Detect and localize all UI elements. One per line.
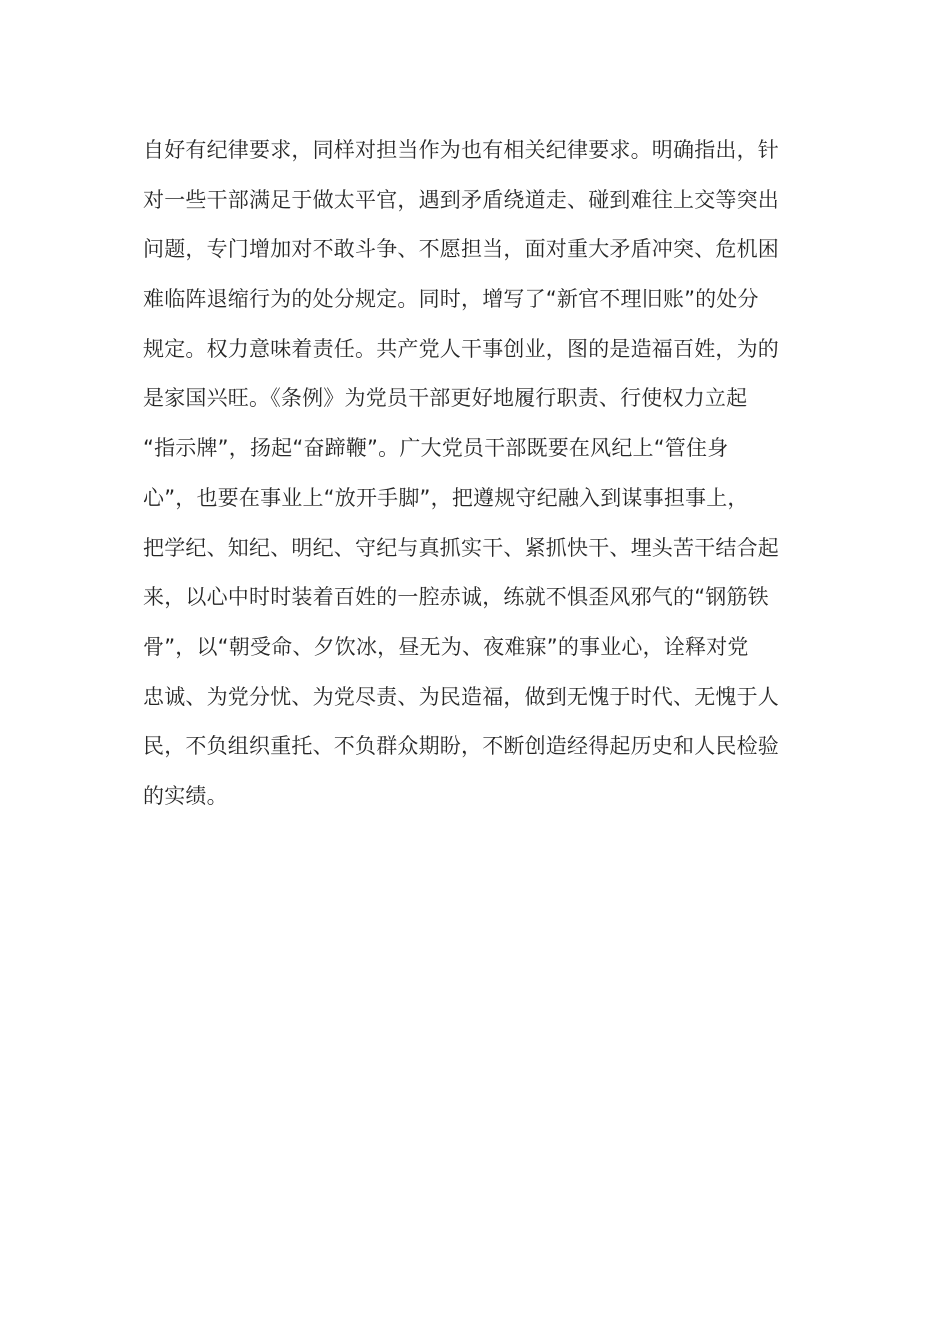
paragraph-line: 心”，也要在事业上“放开手脚”，把遵规守纪融入到谋事担事上， bbox=[143, 485, 749, 510]
paragraph-line: “指示牌”，扬起“奋蹄鞭”。广大党员干部既要在风纪上“管住身 bbox=[143, 436, 729, 461]
paragraph-line: 忠诚、为党分忧、为党尽责、为民造福，做到无愧于时代、无愧于人 bbox=[143, 684, 779, 709]
paragraph-line: 问题，专门增加对不敢斗争、不愿担当，面对重大矛盾冲突、危机困 bbox=[143, 237, 779, 262]
paragraph-line: 把学纪、知纪、明纪、守纪与真抓实干、紧抓快干、埋头苦干结合起 bbox=[143, 535, 779, 560]
paragraph-line: 的实绩。 bbox=[143, 783, 228, 808]
paragraph-line: 难临阵退缩行为的处分规定。同时，增写了“新官不理旧账”的处分 bbox=[143, 287, 759, 312]
paragraph-line: 骨”，以“朝受命、夕饮冰，昼无为、夜难寐”的事业心，诠释对党 bbox=[143, 634, 749, 659]
body-paragraph bbox=[143, 126, 803, 822]
paragraph-line: 自好有纪律要求，同样对担当作为也有相关纪律要求。明确指出，针 bbox=[143, 138, 779, 162]
paragraph-line: 是家国兴旺。《条例》为党员干部更好地履行职责、行使权力立起 bbox=[143, 386, 748, 411]
paragraph-line: 民，不负组织重托、不负群众期盼，不断创造经得起历史和人民检验 bbox=[143, 734, 779, 759]
paragraph-line: 对一些干部满足于做太平官，遇到矛盾绕道走、碰到难往上交等突出 bbox=[143, 187, 779, 212]
paragraph-line: 规定。权力意味着责任。共产党人干事创业，图的是造福百姓，为的 bbox=[143, 336, 779, 361]
paragraph-line: 来，以心中时时装着百姓的一腔赤诚，练就不惧歪风邪气的“钢筋铁 bbox=[143, 585, 769, 610]
